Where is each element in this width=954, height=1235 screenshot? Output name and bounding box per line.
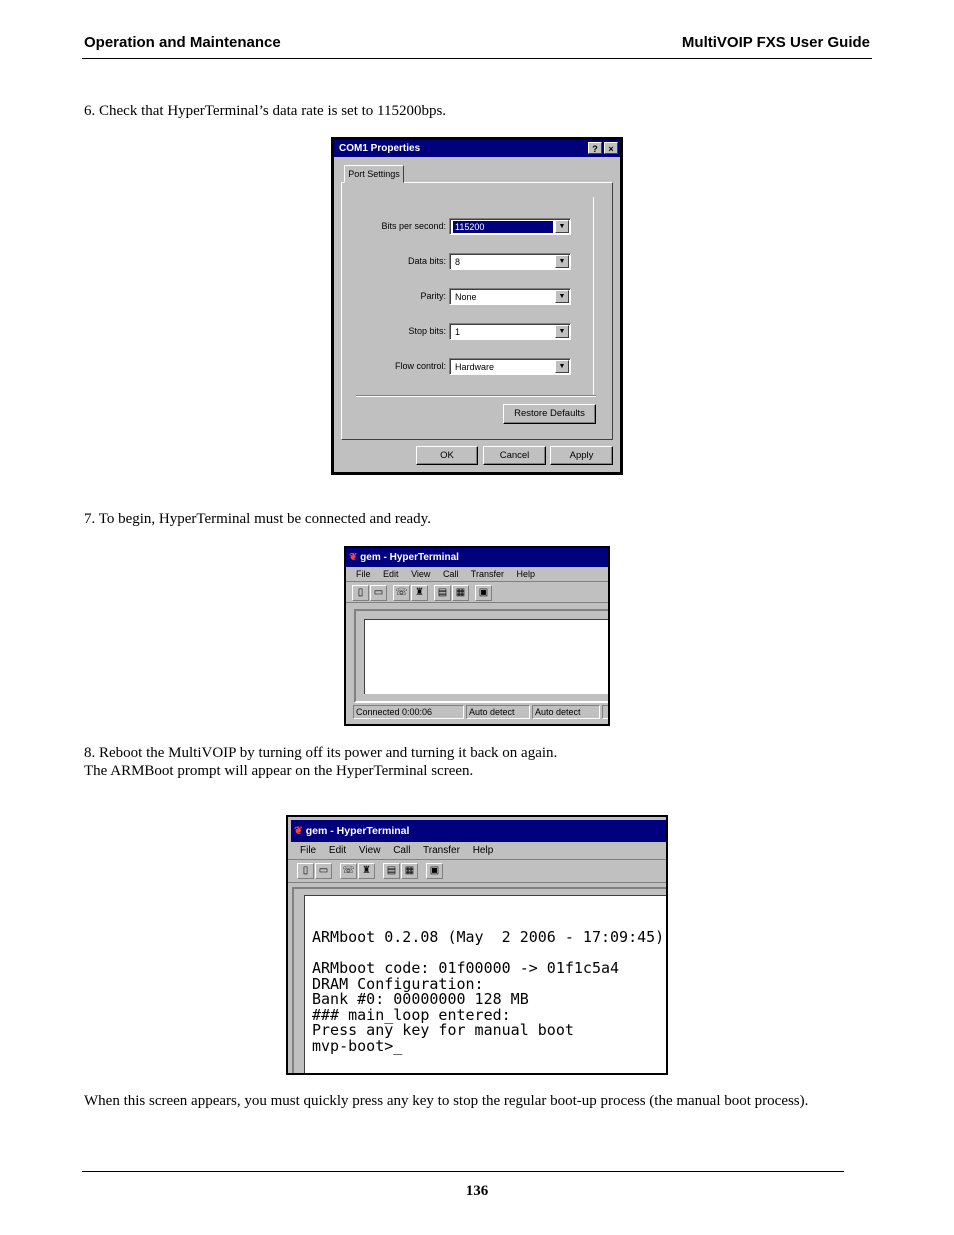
terminal-screen[interactable] (304, 895, 668, 1075)
help-icon[interactable]: ? (588, 142, 602, 154)
menu-call[interactable]: Call (393, 845, 411, 856)
open-folder-icon[interactable]: ▭ (370, 585, 387, 601)
header-section-title: Operation and Maintenance (84, 34, 281, 51)
terminal-screen[interactable] (364, 619, 610, 694)
send-icon[interactable]: ▤ (383, 863, 400, 879)
step-7-text: 7. To begin, HyperTerminal must be connected and ready. (84, 511, 431, 527)
menu-edit[interactable]: Edit (383, 569, 399, 579)
cancel-button[interactable]: Cancel (483, 446, 546, 465)
data-bits-label: Data bits: (407, 256, 446, 266)
chevron-down-icon[interactable]: ▼ (555, 255, 569, 268)
toolbar (288, 859, 666, 883)
restore-defaults-button[interactable]: Restore Defaults (503, 404, 596, 424)
hyperterminal-window-large (286, 815, 668, 1075)
menu-bar (288, 842, 666, 859)
flow-control-label: Flow control: (394, 361, 446, 371)
step-6-text: 6. Check that HyperTerminal’s data rate is set to 115200bps. (84, 103, 447, 119)
stop-bits-label: Stop bits: (408, 326, 446, 336)
terminal-line: Bank #0: 00000000 128 MB (312, 990, 529, 1008)
receive-icon[interactable]: ▦ (401, 863, 418, 879)
dialog-title: COM1 Properties (339, 143, 421, 154)
com1-properties-dialog (331, 137, 623, 475)
dialog-titlebar (334, 140, 620, 157)
menu-view[interactable]: View (411, 569, 431, 579)
apply-button[interactable]: Apply (550, 446, 613, 465)
menu-view[interactable]: View (358, 845, 381, 856)
header-guide-title: MultiVOIP FXS User Guide (681, 34, 870, 51)
window-title: gem - HyperTerminal (305, 825, 410, 837)
chevron-down-icon[interactable]: ▼ (555, 360, 569, 373)
hyperterminal-titlebar (291, 820, 666, 842)
hyperterminal-titlebar (346, 548, 608, 567)
terminal-line: ARMboot 0.2.08 (May 2 2006 - 17:09:45) (312, 928, 665, 946)
menu-transfer[interactable]: Transfer (470, 569, 504, 579)
properties-icon[interactable]: ▣ (426, 863, 443, 879)
page-number: 136 (465, 1183, 489, 1199)
terminal-line: ARMboot code: 01f00000 -> 01f1c5a4 (312, 959, 620, 977)
bits-per-second-label: Bits per second: (381, 221, 446, 231)
chevron-down-icon[interactable]: ▼ (555, 325, 569, 338)
open-folder-icon[interactable]: ▭ (315, 863, 332, 879)
tab-port-settings[interactable]: Port Settings (344, 165, 404, 183)
disconnect-icon[interactable]: ♜ (411, 585, 428, 601)
stop-bits-select[interactable]: 1 ▼ (449, 323, 571, 340)
bits-per-second-select[interactable]: 115200 ▼ (449, 218, 571, 235)
tab-panel (341, 182, 613, 440)
menu-edit[interactable]: Edit (328, 845, 347, 856)
terminal-line: ### main_loop entered: (312, 1005, 511, 1024)
step-8-text-line1: 8. Reboot the MultiVOIP by turning off its power and turning it back on again. (84, 745, 558, 761)
phone-icon[interactable]: ☏ (393, 585, 410, 601)
terminal-frame (354, 609, 610, 703)
phone-icon[interactable]: ☏ (340, 863, 357, 879)
status-connected: Connected 0:00:06 (353, 705, 464, 719)
step-8-text-line2: The ARMBoot prompt will appear on the HyperTerminal screen. (84, 763, 474, 779)
ok-button[interactable]: OK (416, 446, 478, 465)
status-extra (602, 705, 610, 719)
new-file-icon[interactable]: ▯ (352, 585, 369, 601)
hyperterminal-app-icon: ❦ (349, 552, 358, 563)
close-icon[interactable]: × (604, 142, 618, 154)
chevron-down-icon[interactable]: ▼ (555, 290, 569, 303)
receive-icon[interactable]: ▦ (452, 585, 469, 601)
menu-help[interactable]: Help (472, 845, 494, 856)
data-bits-select[interactable]: 8 ▼ (449, 253, 571, 270)
terminal-line: DRAM Configuration: (312, 974, 484, 993)
flow-control-select[interactable]: Hardware ▼ (449, 358, 571, 375)
chevron-down-icon[interactable]: ▼ (555, 220, 569, 233)
window-title: gem - HyperTerminal (360, 552, 459, 563)
terminal-line: Press any key for manual boot (312, 1021, 574, 1039)
status-auto-detect-1: Auto detect (466, 705, 530, 719)
hyperterminal-app-icon: ❦ (294, 825, 303, 837)
hyperterminal-window-small (344, 546, 610, 726)
header-rule (82, 58, 872, 59)
terminal-prompt: mvp-boot>_ (312, 1036, 403, 1055)
parity-select[interactable]: None ▼ (449, 288, 571, 305)
menu-help[interactable]: Help (516, 569, 536, 579)
properties-icon[interactable]: ▣ (475, 585, 492, 601)
send-icon[interactable]: ▤ (434, 585, 451, 601)
toolbar (346, 581, 608, 603)
menu-file[interactable]: File (300, 845, 317, 856)
menu-transfer[interactable]: Transfer (423, 845, 460, 856)
divider (356, 395, 596, 397)
closing-text: When this screen appears, you must quickly press any key to stop the regular boot-up process (the manual boot process). (84, 1093, 809, 1109)
menu-call[interactable]: Call (442, 569, 459, 579)
terminal-frame (292, 887, 668, 1075)
menu-bar (346, 567, 608, 581)
menu-file[interactable]: File (356, 569, 371, 579)
parity-label: Parity: (420, 291, 446, 301)
footer-rule (82, 1171, 844, 1172)
status-auto-detect-2: Auto detect (532, 705, 600, 719)
new-file-icon[interactable]: ▯ (297, 863, 314, 879)
disconnect-icon[interactable]: ♜ (358, 863, 375, 879)
